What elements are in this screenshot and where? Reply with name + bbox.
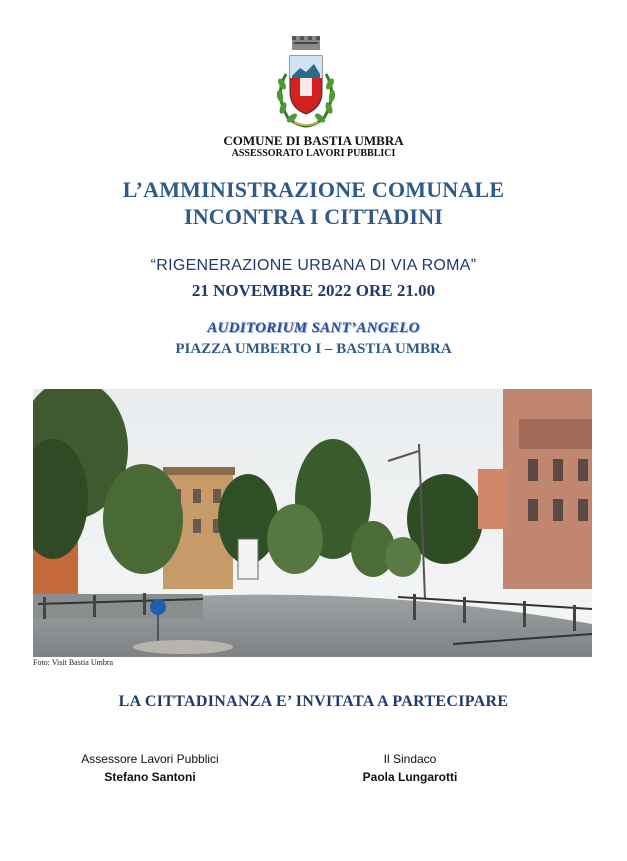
mayor-name: Paola Lungarotti bbox=[362, 770, 458, 784]
event-title-line1: L’AMMINISTRAZIONE COMUNALE bbox=[122, 177, 505, 202]
event-venue: AUDITORIUM SANT’ANGELO bbox=[207, 320, 420, 336]
mayor-role: Il Sindaco bbox=[383, 752, 437, 766]
assessor-role: Assessore Lavori Pubblici bbox=[81, 752, 219, 766]
photo-credit: Foto: Visit Bastia Umbra bbox=[33, 658, 114, 667]
event-title-line2: INCONTRA I CITTADINI bbox=[183, 204, 444, 229]
municipal-coat-of-arms-icon bbox=[268, 34, 344, 130]
event-address: PIAZZA UMBERTO I – BASTIA UMBRA bbox=[175, 341, 452, 357]
event-subject: “RIGENERAZIONE URBANA DI VIA ROMA” bbox=[150, 257, 477, 274]
event-datetime: 21 NOVEMBRE 2022 ORE 21.00 bbox=[191, 281, 436, 300]
invitation-text: LA CITTADINANZA E’ INVITATA A PARTECIPARE bbox=[118, 693, 509, 710]
department-name: ASSESSORATO LAVORI PUBBLICI bbox=[231, 148, 396, 159]
assessor-name: Stefano Santoni bbox=[104, 770, 196, 784]
street-photo bbox=[33, 389, 592, 657]
organization-name: COMUNE DI BASTIA UMBRA bbox=[223, 133, 404, 148]
